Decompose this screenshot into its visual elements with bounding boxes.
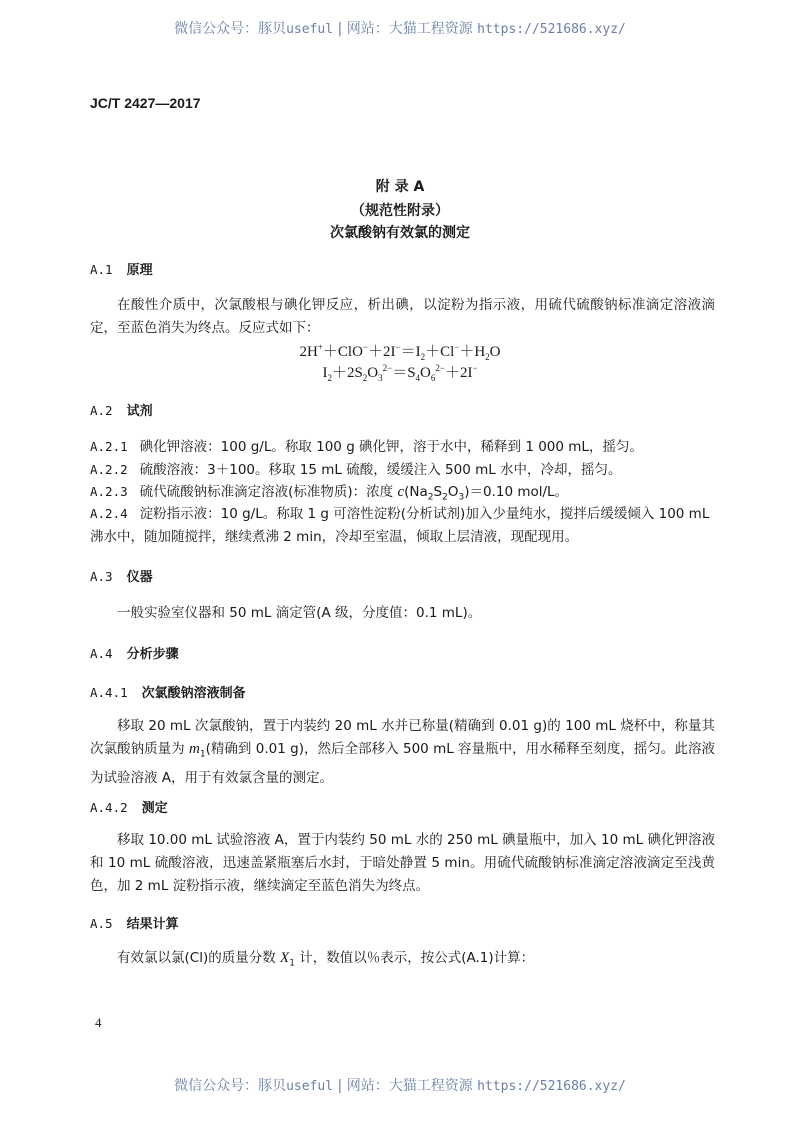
section-title: 原理 — [126, 263, 153, 278]
formula-supscript: − — [454, 342, 460, 352]
item-text: 硫酸溶液：3＋100。移取 15 mL 硫酸，缓缓注入 500 mL 水中，冷却，摇匀。 — [139, 462, 622, 478]
item-text: (Na — [404, 484, 428, 500]
formula-term: ＋2I — [444, 365, 473, 381]
formula-supscript: + — [317, 342, 323, 352]
section-number: A.5 — [90, 916, 113, 931]
watermark-brand: useful — [286, 1079, 334, 1094]
watermark-url[interactable]: https://521686.xyz/ — [477, 1079, 626, 1094]
formula-term: O — [489, 344, 501, 360]
item-text: 硫代硫酸钠标准滴定溶液(标准物质)：浓度 — [139, 484, 398, 500]
formula-subscript: 2 — [327, 373, 332, 383]
determination-paragraph: 移取 10.00 mL 试验溶液 A，置于内装约 50 mL 水的 250 mL 碘量瓶中，加入 10 mL 碘化钾溶液和 10 mL 硫酸溶液，迅速盖紧瓶塞后水封，于暗处静置 5 min。用硫代硫酸钠标准滴定溶液滴定至浅黄色，加 2 mL 淀粉指示液，继续滴定至蓝色消失为终点。 — [90, 832, 715, 894]
item-text: S — [433, 484, 443, 500]
watermark-bottom — [0, 1075, 800, 1095]
item-text: 碘化钾溶液：100 g/L。称取 100 g 碘化钾，溶于水中，稀释到 1 000 mL，摇匀。 — [139, 439, 643, 455]
formula-supscript: − — [362, 342, 368, 352]
formula-subscript: 2 — [485, 352, 490, 362]
watermark-separator: | — [333, 21, 347, 37]
section-number: A.2 — [90, 403, 113, 418]
appendix-name: 次氯酸钠有效氯的测定 — [330, 225, 470, 241]
section-number: A.1 — [90, 262, 113, 277]
formula-term: I — [322, 365, 328, 381]
formula-subscript: 2 — [362, 373, 368, 383]
reagent-item — [90, 503, 715, 548]
formula-subscript: 6 — [430, 373, 436, 383]
watermark-brand: useful — [286, 22, 334, 37]
section-heading-a3 — [90, 566, 153, 585]
item-text: O — [447, 484, 459, 500]
reaction-equation-2 — [0, 361, 800, 383]
paragraph-text: 有效氯以氯(Cl)的质量分数 — [117, 950, 281, 966]
formula-term: ＋Cl — [425, 344, 455, 360]
apparatus-paragraph: 一般实验室仪器和 50 mL 滴定管(A 级，分度值：0.1 mL)。 — [117, 605, 482, 621]
subscript: 1 — [199, 749, 206, 760]
section-number: A.3 — [90, 569, 113, 584]
formula-term: 2H — [299, 344, 318, 360]
section-title: 仪器 — [126, 570, 153, 585]
formula-subscript: 4 — [415, 373, 421, 383]
variable: X — [280, 950, 290, 966]
reagent-item — [90, 459, 715, 482]
section-heading-a42 — [90, 797, 168, 816]
section-number: A.4 — [90, 646, 113, 661]
item-number: A.2.2 — [90, 462, 128, 477]
item-text: 淀粉指示液：10 g/L。称取 1 g 可溶性淀粉(分析试剂)加入少量纯水，搅拌后缓缓倾入 100 mL 沸水中，随加随搅拌，继续煮沸 2 min，冷却至室温，倾取上层清液，现配现用。 — [90, 506, 710, 545]
watermark-separator: | — [333, 1078, 347, 1094]
formula-term: O — [420, 365, 431, 381]
formula-subscript: 3 — [378, 373, 383, 383]
watermark-text: 微信公众号：豚贝 — [174, 1078, 287, 1094]
section-title: 测定 — [141, 801, 168, 816]
formula-term: ＋2S — [331, 365, 363, 381]
calculation-paragraph — [90, 947, 715, 976]
formula-term: ＋ClO — [322, 344, 363, 360]
page-number: 4 — [95, 1015, 102, 1030]
watermark-top — [0, 18, 800, 38]
formula-term: O — [367, 365, 379, 381]
section-number: A.4.1 — [90, 685, 128, 700]
formula-supscript: − — [472, 363, 478, 373]
formula-term: ＋H — [459, 344, 486, 360]
formula-subscript: 2 — [420, 352, 426, 362]
item-number: A.2.3 — [90, 484, 128, 499]
formula-term: ＋2I — [367, 344, 396, 360]
paragraph-text: (精确到 0.01 g)，然后全部移入 500 mL 容量瓶中，用水稀释至刻度，摇匀。此溶液为试验溶液 A，用于有效氯含量的测定。 — [90, 741, 715, 786]
item-number: A.2.4 — [90, 506, 128, 521]
section-title: 分析步骤 — [126, 647, 179, 662]
variable: m — [189, 741, 200, 757]
appendix-title: 附 录 A — [375, 179, 425, 195]
principle-paragraph: 在酸性介质中，次氯酸根与碘化钾反应，析出碘，以淀粉为指示液，用硫代硫酸钠标准滴定溶液滴定，至蓝色消失为终点。反应式如下： — [90, 297, 715, 336]
formula-term: ＝I — [400, 344, 421, 360]
item-text: )＝0.10 mol/L。 — [464, 484, 569, 500]
formula-supscript: 2− — [382, 363, 393, 373]
subscript: 2 — [427, 492, 434, 503]
subscript: 2 — [442, 492, 448, 503]
section-heading-a4 — [90, 643, 179, 662]
section-number: A.4.2 — [90, 800, 128, 815]
variable: c — [397, 484, 405, 500]
watermark-site-label: 网站：大猫工程资源 — [346, 1078, 478, 1094]
reaction-equation-1 — [0, 340, 800, 362]
section-heading-a5 — [90, 913, 179, 932]
formula-supscript: 2− — [435, 363, 445, 373]
watermark-url[interactable]: https://521686.xyz/ — [477, 22, 626, 37]
section-title: 结果计算 — [126, 917, 179, 932]
subscript: 3 — [458, 492, 465, 503]
section-heading-a2 — [90, 400, 153, 419]
item-number: A.2.1 — [90, 439, 128, 454]
watermark-site-label: 网站：大猫工程资源 — [346, 21, 478, 37]
section-title: 试剂 — [126, 404, 153, 419]
section-heading-a1 — [90, 259, 153, 278]
preparation-paragraph — [90, 715, 715, 790]
section-title: 次氯酸钠溶液制备 — [141, 686, 246, 701]
formula-term: ＝S — [392, 365, 416, 381]
standard-code: JC/T 2427—2017 — [90, 95, 201, 111]
watermark-text: 微信公众号：豚贝 — [174, 21, 287, 37]
paragraph-text: 移取 20 mL 次氯酸钠，置于内装约 20 mL 水并已称量(精确到 0.01 g)的 100 mL 烧杯中，称量其次氯酸钠质量为 — [90, 718, 715, 757]
section-heading-a41 — [90, 682, 246, 701]
paragraph-text: 计，数值以％表示，按公式(A.1)计算： — [294, 950, 535, 966]
appendix-subtitle: （规范性附录） — [351, 203, 449, 219]
subscript: 1 — [289, 958, 295, 969]
formula-supscript: − — [395, 342, 401, 352]
reagent-item — [90, 436, 715, 459]
